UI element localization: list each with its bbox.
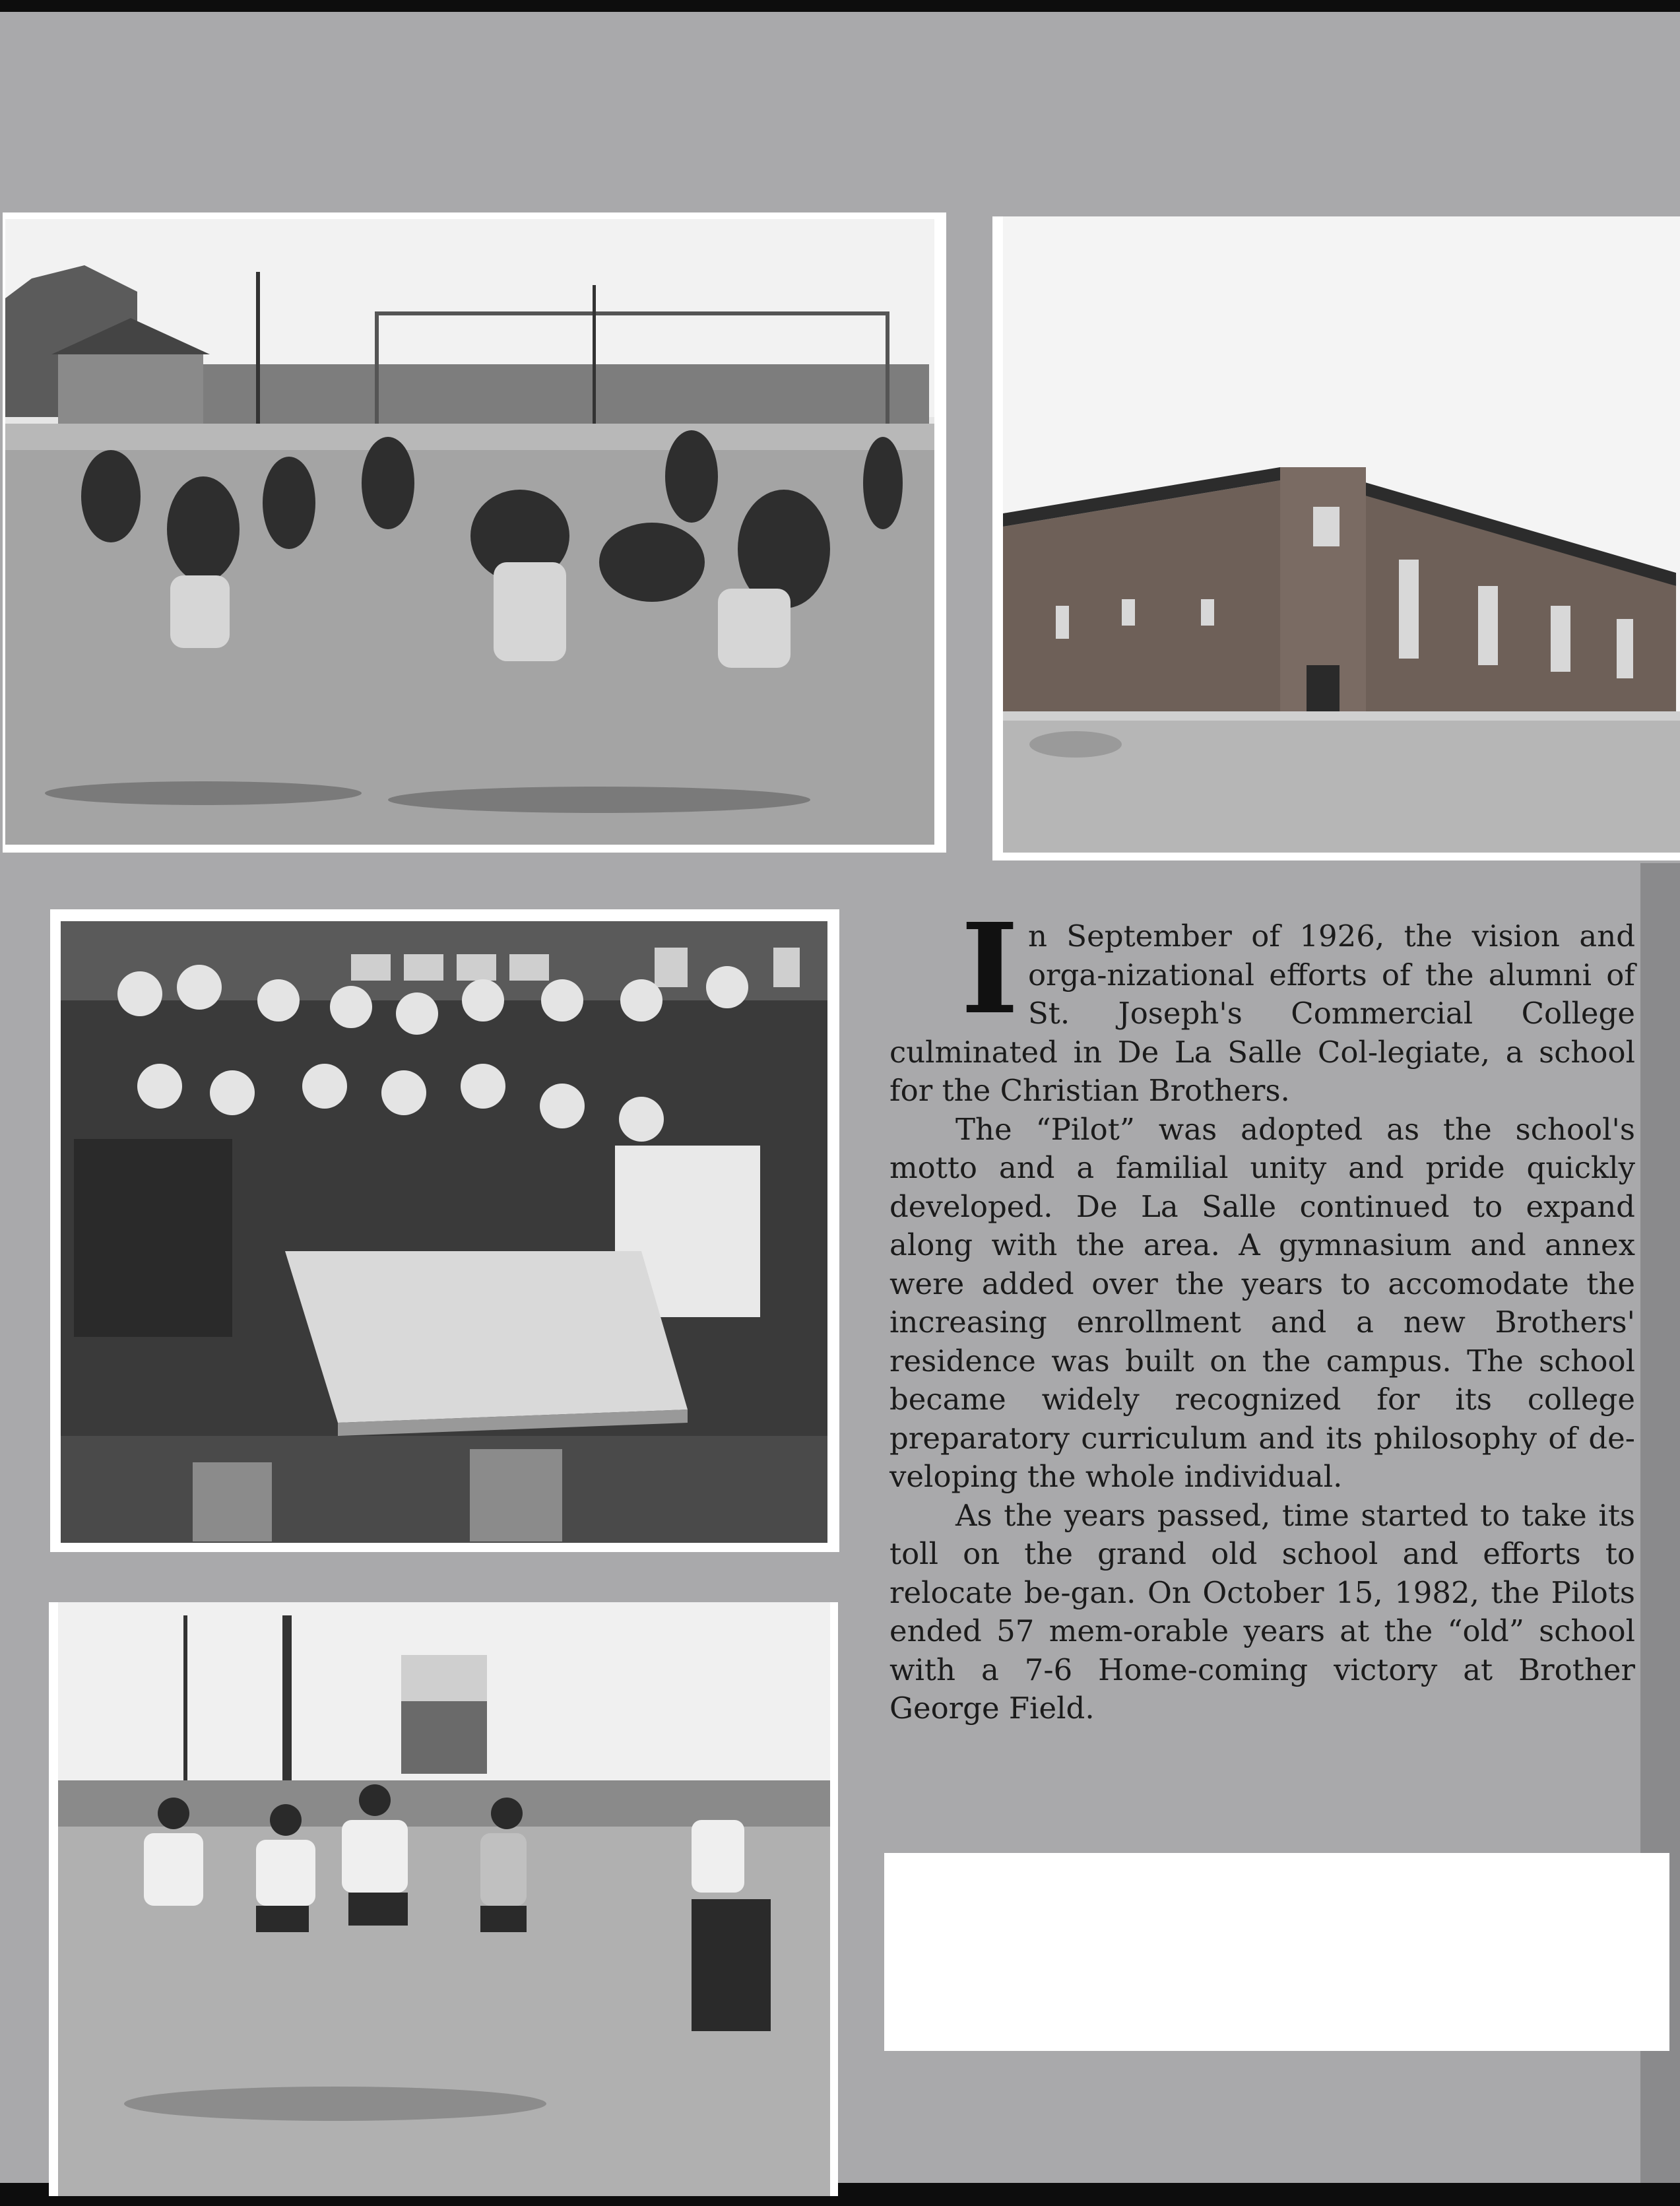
track-race-photo (49, 1602, 838, 2196)
football-practice-photo (3, 212, 946, 853)
students-cafeteria-photo (50, 909, 839, 1552)
article-paragraph-1: n September of 1926, the vision and orga-nizational efforts of the alumni of St. Joseph's Commercial College culminated in De La Salle Col-legiate, a school for the Christian Brothers. (889, 919, 1635, 1108)
blank-white-panel (884, 1853, 1669, 2051)
history-article (889, 896, 1635, 1728)
yearbook-page (0, 12, 1680, 2183)
article-paragraph-3: As the years passed, time started to take its toll on the grand old school and efforts to relocate be-gan. On October 15, 1982, the Pilots ended 57 mem-orable years at the “old” school with a 7-6 Home-coming victory at Brother George Field. (889, 1497, 1635, 1726)
drop-cap: I (961, 896, 1019, 1042)
article-paragraph-2: The “Pilot” was adopted as the school's motto and a familial unity and pride quickly developed. De La Salle continued to expand along with the area. A gymnasium and annex were added over the years to accomodate the increasing enrollment and a new Brothers' residence was built on the campus. The school became widely recognized for its college preparatory curriculum and its philosophy of de-veloping the whole individual. (889, 1111, 1635, 1494)
gymnasium-building-photo (992, 216, 1680, 860)
